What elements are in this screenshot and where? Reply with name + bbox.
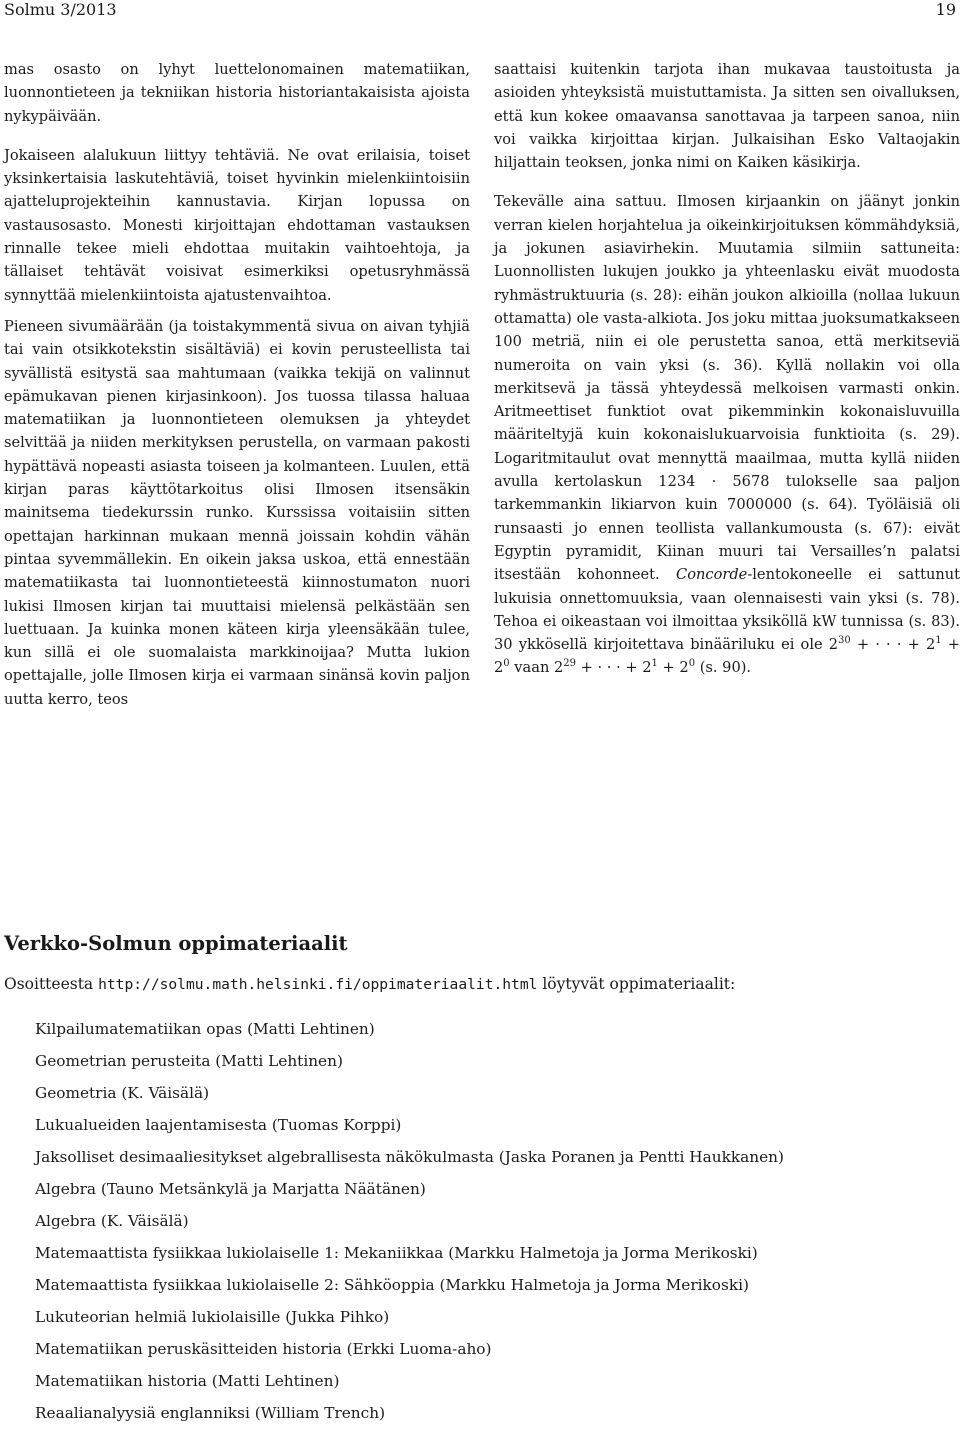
page-number: 19 bbox=[935, 0, 956, 19]
text-run: + · · · + 2 bbox=[850, 636, 936, 654]
paragraph bbox=[494, 190, 960, 679]
exponent: 0 bbox=[503, 658, 510, 670]
page-header bbox=[4, 0, 956, 26]
list-item: Matematiikan peruskäsitteiden historia (Erkki Luoma-aho) bbox=[35, 1340, 492, 1358]
text-run: + 2 bbox=[494, 636, 960, 677]
section-title: Verkko-Solmun oppimateriaalit bbox=[4, 932, 348, 955]
paragraph: Jokaiseen alalukuun liittyy tehtäviä. Ne ovat erilaisia, toiset yksinkertaisia laskutehtäviä, toiset hyvinkin mielenkiintoisiin ajatteluprojekteihin kannustavia. Kirjan lopussa on vastausosasto. Monesti kirjoittajan ehdottaman vastauksen rinnalle tekee mieli ehdottaa muitakin vaihtoehtoja, ja tällaiset tehtävät voisivat esimerkiksi opetusryhmässä synnyttää mielenkiintoista ajatustenvaihtoa. bbox=[4, 146, 470, 304]
text-run: -lentokoneelle ei sattunut lukuisia onnettomuuksia, vaan olennaisesti vain yksi (s. 78). Tehoa ei oikeastaan voi ilmoittaa yksiköllä kW tunnissa (s. 83). 30 ykkösellä kirjoitettava binääriluku ei ole 2 bbox=[494, 566, 960, 654]
left-column bbox=[4, 58, 470, 711]
list-item: Geometrian perusteita (Matti Lehtinen) bbox=[35, 1052, 343, 1070]
journal-issue: Solmu 3/2013 bbox=[4, 0, 117, 19]
list-item: Jaksolliset desimaaliesitykset algebrallisesta näkökulmasta (Jaska Poranen ja Pentti Haukkanen) bbox=[35, 1148, 784, 1166]
materials-url-link[interactable]: http://solmu.math.helsinki.fi/oppimateriaalit.html bbox=[98, 976, 538, 993]
paragraph: saattaisi kuitenkin tarjota ihan mukavaa taustoitusta ja asioiden yhteyksistä muistuttamista. Ja sitten sen oivalluksen, että kun kokee omaavansa sanottavaa ja tarpeen sanoa, niin voi vaikka kirjoittaa kirjan. Julkaisihan Esko Valtaojakin hiljattain teoksen, jonka nimi on Kaiken käsikirja. bbox=[494, 61, 960, 172]
exponent: 29 bbox=[563, 658, 577, 670]
paragraph: Pieneen sivumäärään (ja toistakymmentä sivua on aivan tyhjiä tai vain otsikkotekstin sisältäviä) ei kovin perusteellista tai syvällistä esitystä saa mahtumaan (vaikka tekijä on valinnut epämukavan pienen kirjasinkoon). Jos tuossa tilassa haluaa matematiikan ja luonnontieteen olemuksen ja yhteydet selvittää ja niiden merkityksen perustella, on varmaan pakosti hypättävä nopeasti asiasta toiseen ja kolmanteen. Luulen, että kirjan paras käyttötarkoitus olisi Ilmosen itsensäkin mainitsema tiedekurssin runko. Kurssissa voitaisiin sitten opettajan harkinnan mukaan mennä joissain kohdin vähän pintaa syvemmällekin. En oikein jaksa uskoa, että ennestään matematiikasta tai luonnontieteestä kiinnostumaton nuori lukisi Ilmosen kirjan tai muuttaisi mielensä pelkästään sen luettuaan. Ja kuinka monen käteen kirja yleensäkään tulee, kun sillä ei ole suomalaista markkinoijaa? Mutta lukion opettajalle, jolle Ilmosen kirja ei varmaan sinänsä kovin paljon uutta kerro, teos bbox=[4, 317, 470, 708]
intro-text: löytyvät oppimateriaalit: bbox=[537, 975, 736, 993]
right-column bbox=[494, 58, 960, 680]
text-run: + 2 bbox=[657, 659, 689, 677]
exponent: 30 bbox=[838, 635, 851, 647]
list-item: Geometria (K. Väisälä) bbox=[35, 1084, 210, 1102]
intro-text: Osoitteesta bbox=[4, 975, 99, 993]
text-run: Tekevälle aina sattuu. Ilmosen kirjaankin on jäänyt jonkin verran kielen horjahtelua ja oikeinkirjoituksen kömmähdyksiä, ja jokunen asiavirhekin. Muutamia silmiin sattuneita: Luonnollisten lukujen joukko ja yhteenlasku eivät muodosta ryhmästruktuuria (s. 28): eihän joukon alkioilla (nollaa lukuun ottamatta) ole vasta-alkiota. Jos joku mittaa juoksumatkakseen 100 metriä, niin ei ole perustetta sanoa, että merkitseviä numeroita on vain yksi (s. 36). Kyllä nollakin voi olla merkitsevä ja tässä yhteydessä melkoisen varmasti onkin. Aritmeettiset funktiot ovat pikemminkin kokonaisluvuilla määriteltyjä kuin kokonaislukuarvoisia funktioita (s. 29). Logaritmitaulut ovat mennyttä maailmaa, mutta kyllä niiden avulla kertolaskun 1234 · 5678 tulokselle saa paljon tarkemmankin likiarvon kuin 7000000 (s. 64). Työläisiä oli runsaasti jo ennen teollista vallankumousta (s. 67): eivät Egyptin pyramidit, Kiinan muuri tai Versailles’n palatsi itsestään kohonneet. bbox=[494, 193, 960, 584]
list-item: Matemaattista fysiikkaa lukiolaiselle 2: Sähköoppia (Markku Halmetoja ja Jorma Merikoski) bbox=[35, 1276, 749, 1294]
exponent: 1 bbox=[651, 658, 658, 670]
list-item: Algebra (Tauno Metsänkylä ja Marjatta Näätänen) bbox=[35, 1180, 426, 1198]
list-item: Algebra (K. Väisälä) bbox=[35, 1212, 189, 1230]
list-item: Matemaattista fysiikkaa lukiolaiselle 1: Mekaniikkaa (Markku Halmetoja ja Jorma Merikoski) bbox=[35, 1244, 758, 1262]
exponent: 0 bbox=[688, 658, 696, 670]
text-run: (s. 90). bbox=[695, 659, 752, 677]
list-item: Lukuteorian helmiä lukiolaisille (Jukka Pihko) bbox=[35, 1308, 390, 1326]
learning-materials-section bbox=[4, 930, 956, 1433]
list-item: Lukualueiden laajentamisesta (Tuomas Korppi) bbox=[35, 1116, 402, 1134]
exponent: 1 bbox=[935, 635, 942, 647]
text-run: vaan 2 bbox=[509, 659, 564, 677]
list-item: Reaalianalyysiä englanniksi (William Trench) bbox=[35, 1404, 386, 1422]
text-run: + · · · + 2 bbox=[576, 659, 652, 677]
list-item: Kilpailumatematiikan opas (Matti Lehtinen) bbox=[35, 1020, 375, 1038]
list-item: Matematiikan historia (Matti Lehtinen) bbox=[35, 1372, 340, 1390]
section-intro bbox=[4, 972, 956, 997]
materials-list bbox=[4, 1017, 956, 1433]
emphasized-text: Concorde bbox=[676, 566, 748, 584]
paragraph: mas osasto on lyhyt luettelonomainen matematiikan, luonnontieteen ja tekniikan historia historiantakaisista ajoista nykypäivään. bbox=[4, 61, 470, 125]
